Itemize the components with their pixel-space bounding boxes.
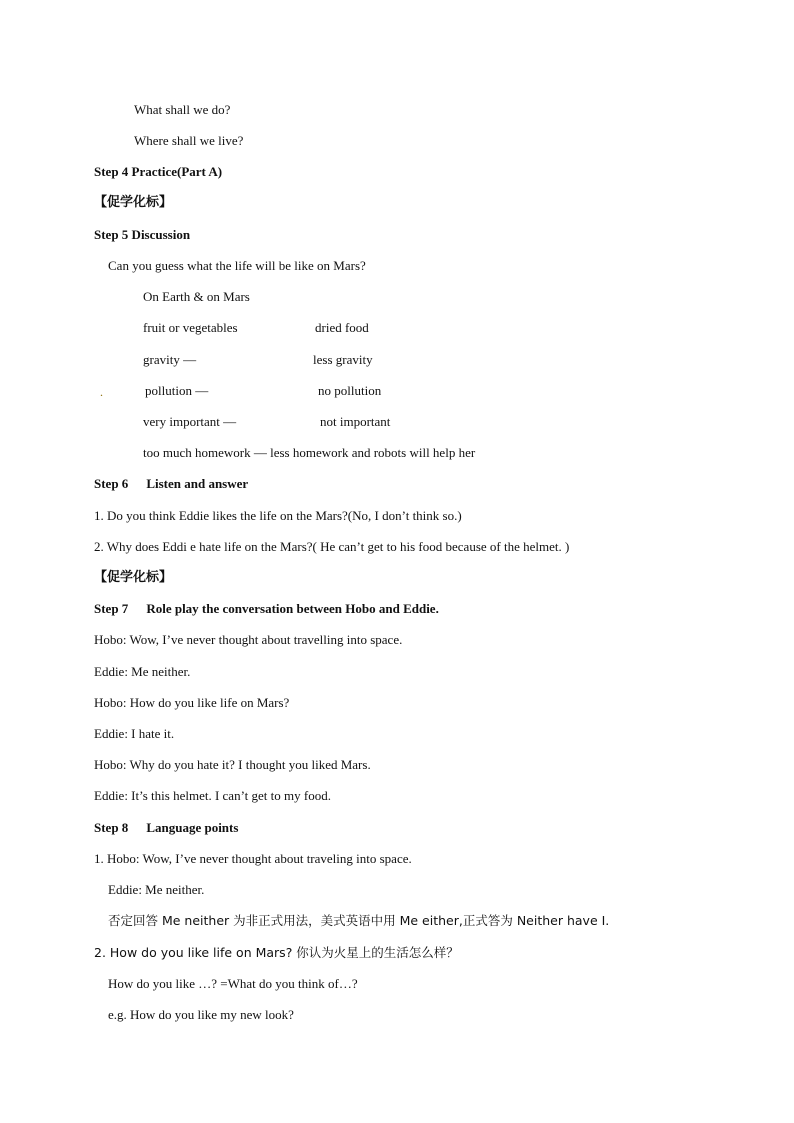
language-point-1: 1. Hobo: Wow, I’ve never thought about traveling into space. <box>94 851 412 866</box>
language-point-2-formula: How do you like …? =What do you think of…? <box>108 976 358 991</box>
compare-mars-3: no pollution <box>318 383 382 398</box>
language-point-2: 2. How do you like life on Mars? 你认为火星上的生活怎么样？ <box>94 945 459 960</box>
dialogue-line-3: Hobo: How do you like life on Mars? <box>94 695 290 710</box>
step6-question-2: 2. Why does Eddi e hate life on the Mars?( He can’t get to his food because of the helmet. ) <box>94 539 570 554</box>
dialogue-line-6: Eddie: It’s this helmet. I can’t get to my food. <box>94 788 331 803</box>
line-what-shall-we-do: What shall we do? <box>134 102 231 117</box>
step7-label: Step 7 <box>94 601 129 616</box>
step6-label: Step 6 <box>94 476 129 491</box>
compare-mars-1: dried food <box>315 320 369 335</box>
dialogue-line-5: Hobo: Why do you hate it? I thought you liked Mars. <box>94 757 371 772</box>
margin-dot: . <box>100 385 103 399</box>
language-point-1-reply: Eddie: Me neither. <box>108 882 205 897</box>
bracket-label-2: 【促学化标】 <box>94 570 173 585</box>
dialogue-line-1: Hobo: Wow, I’ve never thought about travelling into space. <box>94 632 403 647</box>
compare-earth-4: very important — <box>143 414 237 429</box>
dialogue-line-4: Eddie: I hate it. <box>94 726 175 741</box>
step8-label: Step 8 <box>94 820 129 835</box>
step6-heading <box>94 476 248 492</box>
bracket-label-1: 【促学化标】 <box>94 195 173 210</box>
step6-question-1: 1. Do you think Eddie likes the life on the Mars?(No, I don’t think so.) <box>94 508 462 523</box>
language-point-1-note: 否定回答 Me neither 为非正式用法，美式英语中用 Me either,正式答为 Neither have I. <box>108 913 610 928</box>
compare-mars-2: less gravity <box>313 352 373 367</box>
language-point-2-example: e.g. How do you like my new look? <box>108 1007 294 1022</box>
step8-title: Language points <box>146 820 239 835</box>
compare-earth-5: too much homework — less homework and robots will help her <box>143 445 476 460</box>
compare-mars-4: not important <box>320 414 391 429</box>
step7-heading <box>94 601 439 617</box>
compare-earth-2: gravity — <box>143 352 197 367</box>
line-where-shall-we-live: Where shall we live? <box>134 133 244 148</box>
compare-earth-3: pollution — <box>145 383 209 398</box>
compare-header: On Earth & on Mars <box>143 289 250 304</box>
step8-heading <box>94 820 238 836</box>
step5-heading: Step 5 Discussion <box>94 227 191 242</box>
step6-title: Listen and answer <box>146 476 249 491</box>
dialogue-line-2: Eddie: Me neither. <box>94 664 191 679</box>
compare-earth-1: fruit or vegetables <box>143 320 238 335</box>
step4-heading: Step 4 Practice(Part A) <box>94 164 223 179</box>
step7-title: Role play the conversation between Hobo and Eddie. <box>146 601 439 616</box>
step5-question: Can you guess what the life will be like on Mars? <box>108 258 366 273</box>
